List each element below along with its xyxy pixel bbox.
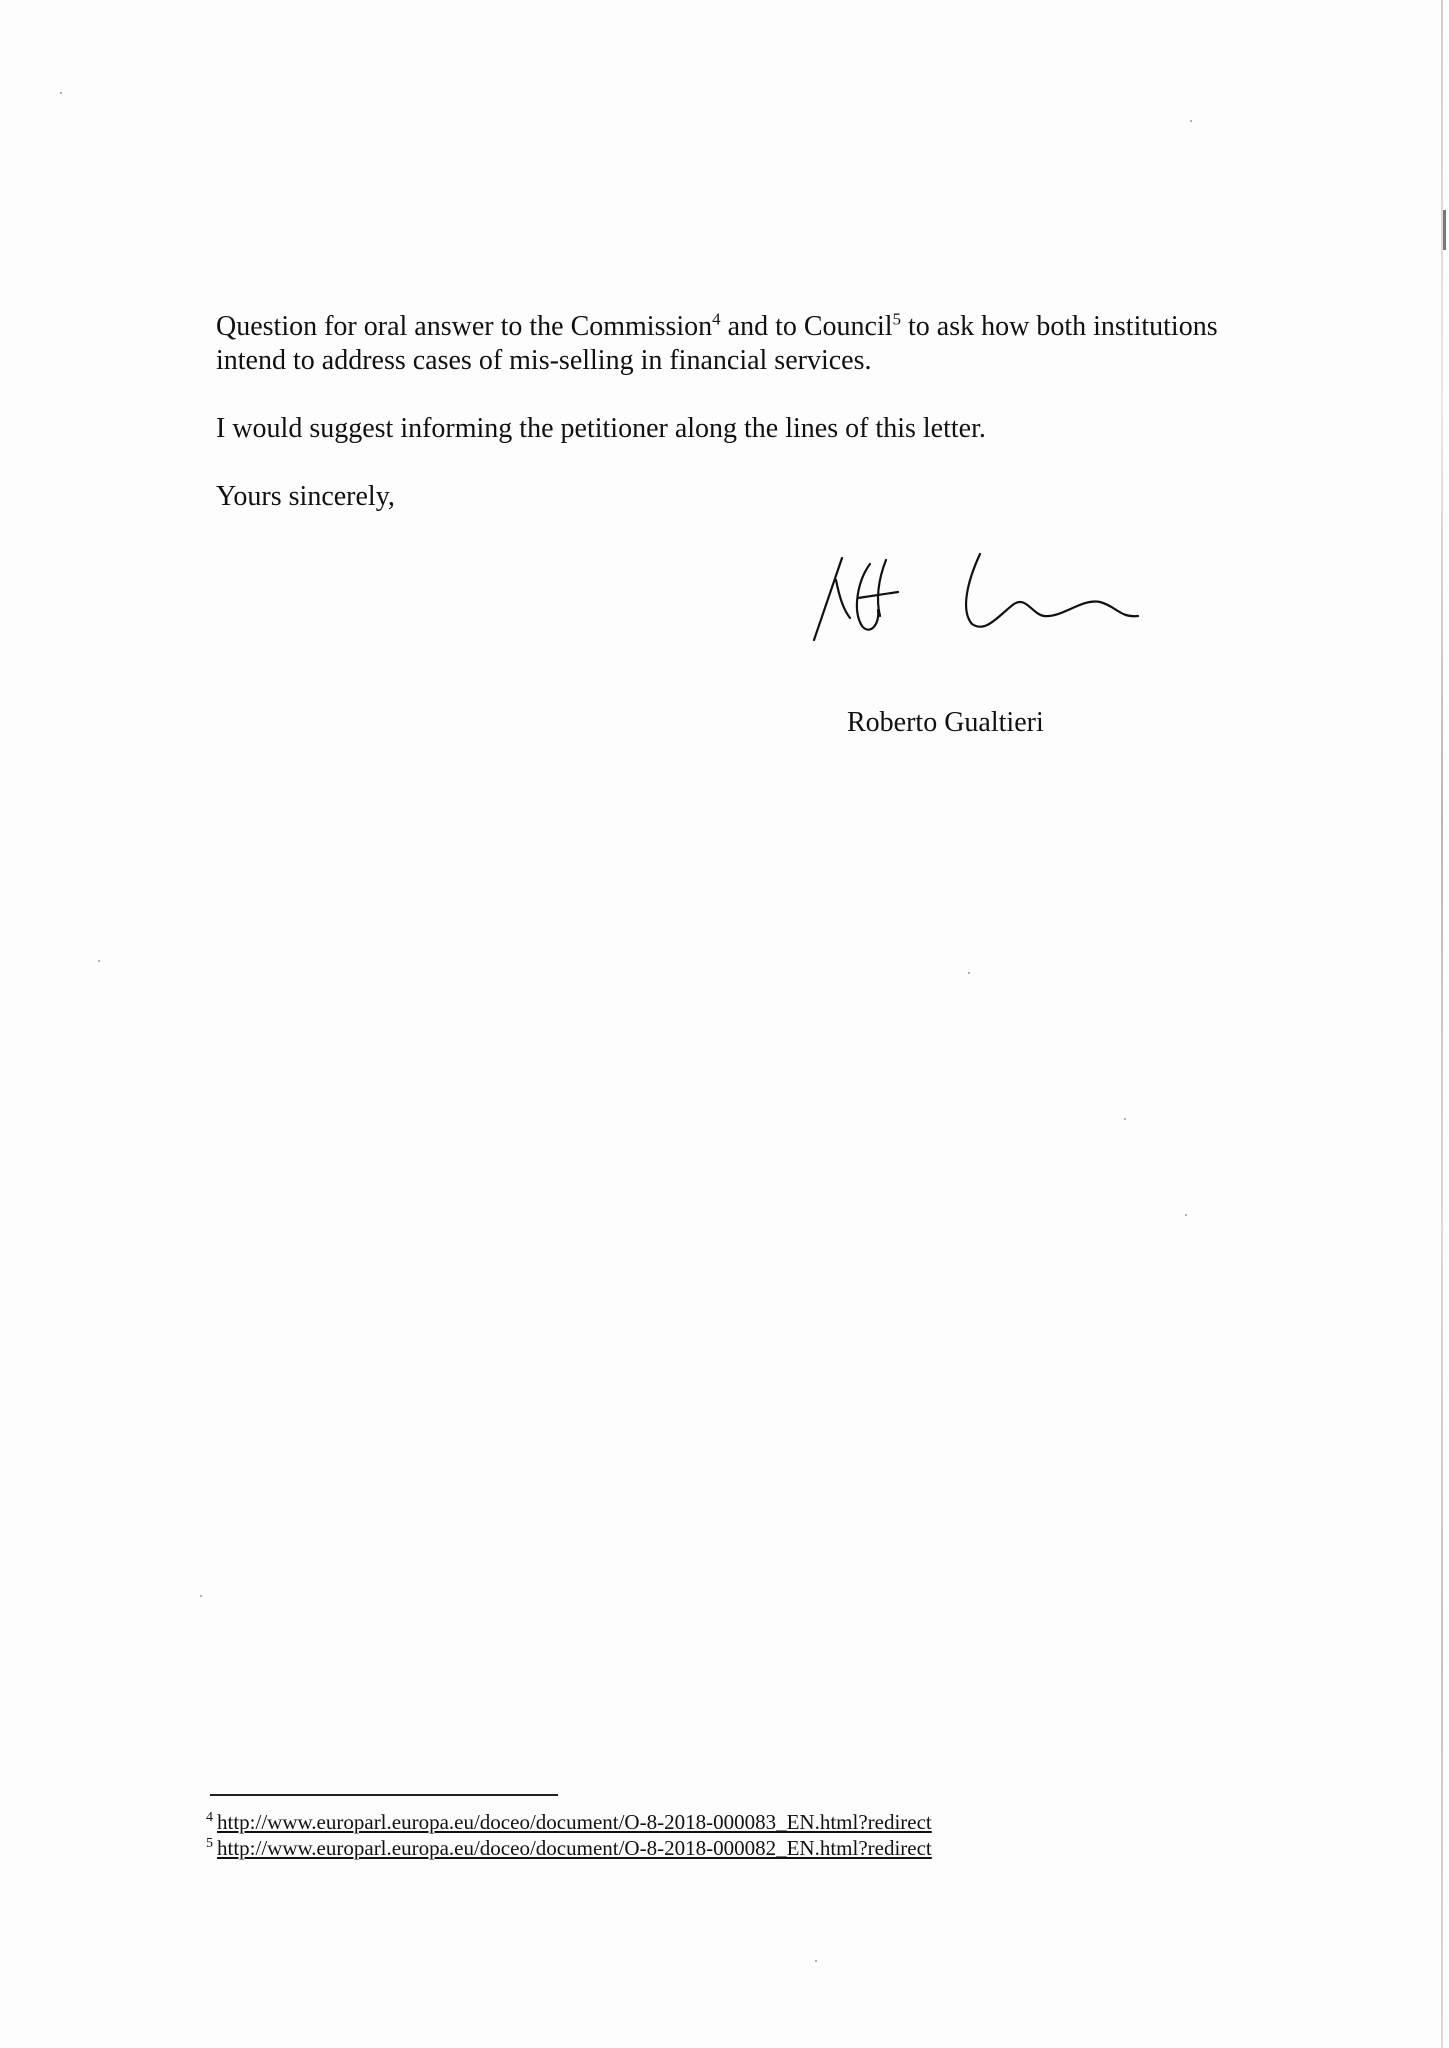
footnote-number-4: 4 [206,1810,213,1825]
footnote-number-5: 5 [206,1836,213,1851]
closing-salutation: Yours sincerely, [216,481,395,512]
paragraph-suggestion: I would suggest informing the petitioner along the lines of this letter. [216,413,986,444]
scan-speck [60,92,62,94]
paragraph-question [216,310,1276,378]
paragraph-question-part3: to ask how both institutions intend to address cases of mis-selling in financial services. [216,311,1218,376]
scan-speck [1190,120,1192,122]
footnote-link-5[interactable]: http://www.europarl.europa.eu/doceo/document/O-8-2018-000082_EN.html?redirect [217,1836,932,1860]
scan-speck [1185,1214,1187,1216]
footnote-link-4[interactable]: http://www.europarl.europa.eu/doceo/document/O-8-2018-000083_EN.html?redirect [217,1810,932,1834]
paragraph-question-part2: and to Council [720,311,893,342]
scan-edge-mark [1443,210,1446,250]
footnote-separator [210,1794,558,1796]
paragraph-question-part1: Question for oral answer to the Commission [216,311,713,342]
scan-speck [815,1960,817,1962]
footnote-5 [206,1836,932,1860]
signer-name: Roberto Gualtieri [847,707,1044,738]
footnote-ref-5[interactable]: 5 [892,309,902,329]
scan-speck [968,972,970,974]
handwritten-signature [800,540,1220,670]
scan-speck [1124,1118,1126,1120]
scan-edge [1441,0,1443,2048]
footnote-ref-4[interactable]: 4 [712,309,721,329]
footnote-4 [206,1810,932,1834]
scan-speck [200,1595,202,1597]
scan-speck [98,960,100,962]
